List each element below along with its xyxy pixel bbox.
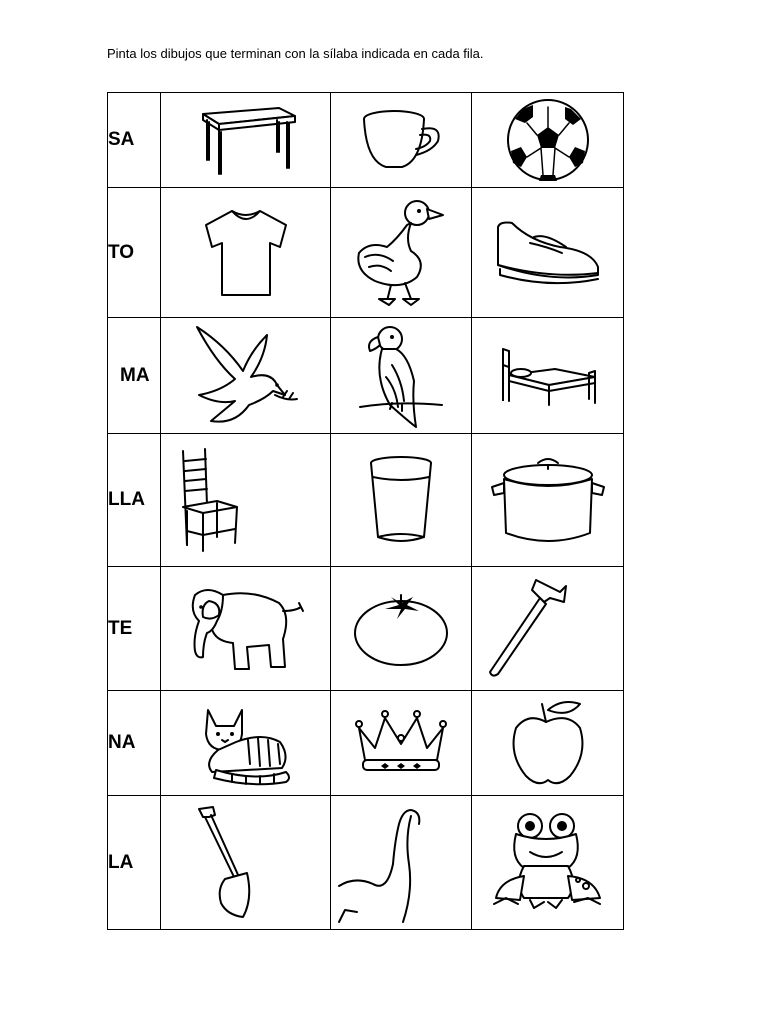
picture-cell[interactable] xyxy=(331,93,472,188)
cat-icon xyxy=(196,698,296,788)
picture-cell[interactable] xyxy=(331,691,472,796)
worksheet-row xyxy=(108,796,624,930)
dove-icon xyxy=(191,321,301,431)
crown-icon xyxy=(351,708,451,778)
picture-cell[interactable] xyxy=(161,434,331,567)
picture-cell[interactable] xyxy=(161,691,331,796)
pot-icon xyxy=(488,453,608,548)
picture-cell[interactable] xyxy=(331,318,472,434)
bed-icon xyxy=(495,341,600,411)
parrot-icon xyxy=(356,321,446,431)
picture-cell[interactable] xyxy=(161,567,331,691)
syllable-label: NA xyxy=(108,691,161,796)
syllable-label: MA xyxy=(108,318,161,434)
hammer-icon xyxy=(480,574,570,684)
syllable-label: SA xyxy=(108,93,161,188)
frog-icon xyxy=(490,810,605,915)
tshirt-icon xyxy=(196,203,296,303)
picture-cell[interactable] xyxy=(331,567,472,691)
instruction-text: Pinta los dibujos que terminan con la sílaba indicada en cada fila. xyxy=(107,46,484,61)
soccer-ball-icon xyxy=(503,95,593,185)
picture-cell[interactable] xyxy=(472,93,624,188)
syllable-label: LLA xyxy=(108,434,161,567)
tomato-icon xyxy=(351,589,451,669)
shoe-icon xyxy=(490,213,605,293)
picture-cell[interactable] xyxy=(161,188,331,318)
picture-cell[interactable] xyxy=(472,434,624,567)
worksheet-table xyxy=(107,92,624,930)
worksheet-row xyxy=(108,434,624,567)
glass-icon xyxy=(366,453,436,548)
picture-cell[interactable] xyxy=(331,796,472,930)
worksheet-row xyxy=(108,93,624,188)
syllable-label: LA xyxy=(108,796,161,930)
picture-cell[interactable] xyxy=(161,318,331,434)
picture-cell[interactable] xyxy=(472,318,624,434)
picture-cell[interactable] xyxy=(472,567,624,691)
worksheet-row xyxy=(108,567,624,691)
worksheet-row xyxy=(108,318,624,434)
picture-cell[interactable] xyxy=(331,188,472,318)
worksheet-row xyxy=(108,188,624,318)
syllable-label: TE xyxy=(108,567,161,691)
elephant-icon xyxy=(183,581,308,676)
picture-cell[interactable] xyxy=(472,796,624,930)
picture-cell[interactable] xyxy=(161,796,331,930)
syllable-label: TO xyxy=(108,188,161,318)
chair-icon xyxy=(175,445,245,555)
apple-icon xyxy=(508,698,588,788)
picture-cell[interactable] xyxy=(331,434,472,567)
worksheet-row xyxy=(108,691,624,796)
duck-icon xyxy=(351,195,451,310)
picture-cell[interactable] xyxy=(161,93,331,188)
picture-cell[interactable] xyxy=(472,691,624,796)
shovel-icon xyxy=(191,803,261,923)
table-icon xyxy=(191,100,301,180)
tail-icon xyxy=(337,804,427,929)
picture-cell[interactable] xyxy=(472,188,624,318)
cup-icon xyxy=(356,105,446,175)
